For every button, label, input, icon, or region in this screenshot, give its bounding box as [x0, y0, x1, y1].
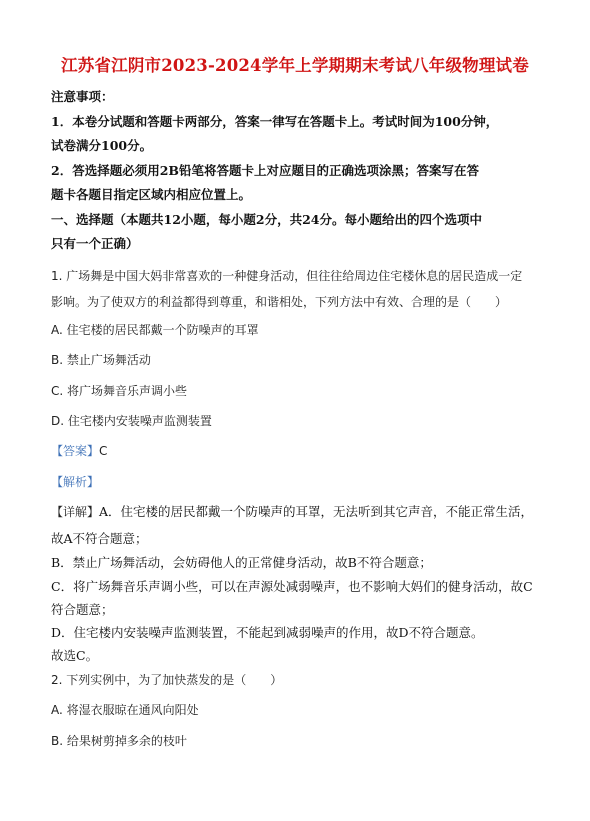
detail-text-1: A．住宅楼的居民都戴一个防噪声的耳罩，无法听到其它声音，不能正常生活，: [99, 504, 534, 519]
question-2-option-b: B. 给果树剪掉多余的枝叶: [51, 734, 187, 748]
detail-tag: 【详解】: [51, 505, 100, 519]
section-heading-line-1: 一、选择题（本题共12小题，每小题2分，共24分。每小题给出的四个选项中: [51, 212, 482, 227]
question-1-stem-line-1: 1. 广场舞是中国大妈非常喜欢的一种健身活动，但往往给周边住宅楼休息的居民造成一定: [51, 269, 523, 283]
document-title: 江苏省江阴市2023-2024学年上学期期末考试八年级物理试卷: [61, 56, 529, 75]
question-1-detail-line-2: 故A不符合题意；: [51, 531, 148, 546]
notice-1-line-2: 试卷满分100分。: [51, 138, 153, 153]
question-1-option-c: C. 将广场舞音乐声调小些: [51, 384, 188, 398]
question-1-option-a: A. 住宅楼的居民都戴一个防噪声的耳罩: [51, 323, 259, 337]
question-1-option-b: B. 禁止广场舞活动: [51, 353, 151, 367]
question-1-option-d: D. 住宅楼内安装噪声监测装置: [51, 414, 212, 428]
notice-2-line-2: 题卡各题目指定区域内相应位置上。: [51, 187, 252, 202]
question-1-detail-line-1: [51, 503, 533, 521]
answer-value: C: [99, 444, 108, 458]
question-2-option-a: A. 将湿衣服晾在通风向阳处: [51, 703, 199, 717]
question-1-detail-line-6: D．住宅楼内安装噪声监测装置，不能起到减弱噪声的作用，故D不符合题意。: [51, 625, 484, 640]
section-heading-line-2: 只有一个正确）: [51, 236, 139, 251]
answer-tag: 【答案】: [51, 444, 100, 458]
question-2-stem: 2. 下列实例中，为了加快蒸发的是（ ）: [51, 673, 283, 687]
question-1-detail-line-3: B．禁止广场舞活动，会妨碍他人的正常健身活动，故B不符合题意；: [51, 555, 432, 570]
question-1-detail-line-7: 故选C。: [51, 648, 99, 663]
notice-1-line-1: 1．本卷分试题和答题卡两部分，答案一律写在答题卡上。考试时间为100分钟，: [51, 114, 499, 129]
analysis-tag: 【解析】: [51, 475, 100, 489]
notice-heading: 注意事项：: [51, 89, 114, 104]
question-1-answer: [51, 442, 107, 460]
question-1-detail-line-4: C．将广场舞音乐声调小些，可以在声源处减弱噪声，也不影响大妈们的健身活动，故C: [51, 579, 533, 594]
question-1-stem-line-2: 影响。为了使双方的利益都得到尊重，和谐相处，下列方法中有效、合理的是（ ）: [51, 295, 508, 309]
question-1-detail-line-5: 符合题意；: [51, 602, 114, 617]
question-1-analysis-tag: [51, 473, 99, 491]
notice-2-line-1: 2．答选择题必须用2B铅笔将答题卡上对应题目的正确选项涂黑；答案写在答: [51, 163, 479, 178]
